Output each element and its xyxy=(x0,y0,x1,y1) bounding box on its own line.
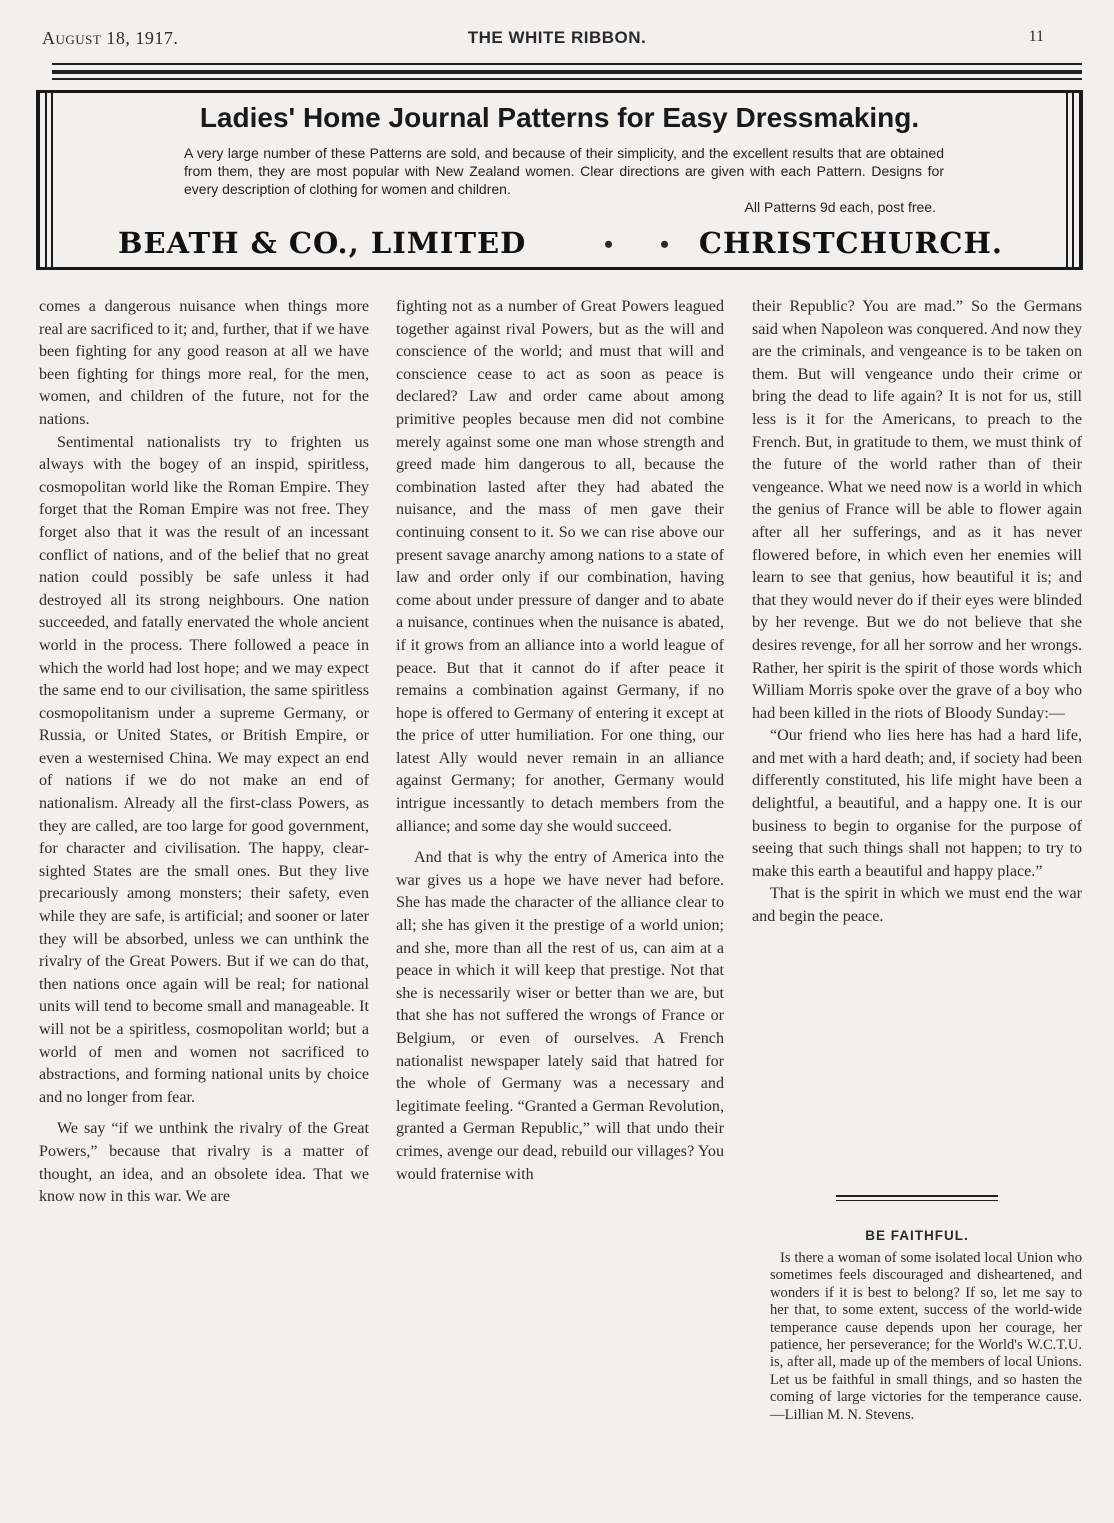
publication-title: THE WHITE RIBBON. xyxy=(467,28,647,47)
paragraph: their Republic? You are mad.” So the Germans said when Napoleon was conquered. And now they are the criminals, and vengeance is to be taken on them. But will vengeance undo their crime or bring the dead to life again? It is not for us, still less is it for the Americans, to preach to the French. But, in gratitude to them, we must think of the future of the world rather than of their vengeance. What we need now is a world in which the genius of France will be able to flower again after all her sufferings, and as it has never flowered before, in which even her enemies will learn to see that genius, how beautiful it is; and that they would never do if their eyes were blinded by her revenge. But we do not believe that she desires revenge, for all her sorrow and her wrongs. Rather, her spirit is the spirit of those words which William Morris spoke over the grave of a boy who had been killed in the riots of Bloody Sunday:— xyxy=(752,298,1082,722)
section-body: Is there a woman of some isolated local Union who sometimes feels discouraged and disheartened, and wonders if it is best to belong? If so, let me say to her that, to some extent, success of the world-wide temperance cause depends upon her courage, her patience, her perseverance; for the World's W.C.T.U. is, after all, made up of the members of local Unions. Let us be faithful in small things, and so hasten the coming of large victories for the temperance cause.—Lillian M. N. Stevens. xyxy=(770,1250,1082,1423)
paragraph: We say “if we unthink the rivalry of the Great Powers,” because that rivalry is a matter of thought, an idea, and an obsolete idea. That we know now in this war. We are xyxy=(39,1120,369,1206)
ad-company-name: BEATH & CO., LIMITED xyxy=(118,226,527,260)
ad-city: CHRISTCHURCH. xyxy=(698,226,1003,260)
header-rule-bottom xyxy=(52,78,1082,80)
paragraph: fighting not as a number of Great Powers leagued together against rival Powers, but as the will and conscience of the world; and must that will and conscience cease to act as soon as peace is declared? Law and order came about among primitive peoples because men did not combine merely against some one man whose strength and greed made him dangerous to all, because the combination lasted after they had abated the nuisance, and the mass of men gave their continuing consent to it. So we can rise above our present savage anarchy among nations to a state of law and order only if our combination, having come about under pressure of danger and to abate a nuisance, continues when the nuisance is abated, if it grows from an alliance into a world league of peace. But that it cannot do if after peace it remains a combination against Germany, if no hope is offered to Germany of entering it except at the price of utter humiliation. For one thing, our latest Ally would never remain in an alliance against Germany; for another, Germany would intrigue incessantly to detach members from the alliance; and some day she would succeed. xyxy=(396,298,724,835)
article-column-2 xyxy=(396,296,724,1186)
quotation: “Our friend who lies here has had a hard life, and met with a hard death; and, if society had been differently constituted, his life might have been a delightful, a beautiful, and a happy one. It is our business to begin to organise for the purpose of seeing that such things shall not happen; to try to make this earth a beautiful and happy place.” xyxy=(752,727,1082,880)
article-column-1 xyxy=(39,296,369,1209)
paragraph: And that is why the entry of America into the war gives us a hope we have never had before. She has made the character of the alliance clear to all; she has given it the prestige of a world union; and she, more than all the rest of us, can aim at a peace in which it will keep that prestige. Not that she is necessarily wiser or better than we are, but that she has not suffered the wrongs of France or Belgium, or even of ourselves. A French nationalist newspaper lately said that hatred for the whole of Germany was a necessary and legitimate feeling. “Granted a German Revolution, granted a German Republic,” will that undo their crimes, avenge our dead, rebuild our villages? You would fraternise with xyxy=(396,849,724,1183)
article-column-3 xyxy=(752,296,1082,929)
advertisement-box xyxy=(36,90,1083,270)
header-rule-thin xyxy=(52,63,1082,65)
section-divider-bottom xyxy=(836,1200,998,1201)
paragraph: comes a dangerous nuisance when things more real are sacrificed to it; and, further, that if we have been fighting for any good reason at all we have been fighting for things more real, for the men, women, and children of the future, not for the nations. xyxy=(39,298,370,428)
section-divider-top xyxy=(836,1195,998,1197)
ad-description: A very large number of these Patterns are sold, and because of their simplicity, and the excellent results that are obtained from them, they are most popular with New Zealand women. Clear directions are given with each Pattern. Designs for every description of clothing for women and children. xyxy=(184,145,944,197)
ad-price: All Patterns 9d each, post free. xyxy=(744,199,936,215)
section-heading: BE FAITHFUL. xyxy=(865,1228,969,1243)
ad-separator-bullet: • xyxy=(660,230,670,259)
page-header xyxy=(0,28,1114,58)
ad-border-top xyxy=(36,90,1083,93)
ad-headline: Ladies' Home Journal Patterns for Easy Dressmaking. xyxy=(199,102,920,133)
paragraph: That is the spirit in which we must end the war and begin the peace. xyxy=(752,885,1082,926)
page-number: 11 xyxy=(1028,28,1044,45)
ad-border-bottom xyxy=(36,267,1083,270)
issue-date: August 18, 1917. xyxy=(42,28,179,48)
header-rule-thick xyxy=(52,70,1082,74)
paragraph: Sentimental nationalists try to frighten us always with the bogey of an inspid, spiritless, cosmopolitan world like the Roman Empire. They forget that the Roman Empire was not free. They forget also that it was the result of an incessant conflict of nations, and of the belief that no great nation could possibly be safe unless it had destroyed all its strong neighbours. One nation succeeded, and fatally enervated the whole ancient world in the process. There followed a peace in which the world had lost hope; and we may expect the same end to our civilisation, the same spiritless cosmopolitanism under a supreme Germany, or Russia, or United States, or British Empire, or even a westernised China. We may expect an end of nations if we do not make an end of nationalism. Already all the first-class Powers, as they are called, are too large for good government, for character and civilisation. The happy, clear-sighted States are the small ones. But they live precariously among monsters; their safety, even while they are safe, is artificial; and sooner or later they will be absorbed, unless we can unthink the rivalry of the Great Powers. But if we can do that, then nations once again will be real; for national units will tend to become small and manageable. It will not be a spiritless, cosmopolitan world; but a world of men and women not sacrificed to abstractions, and forming national units by choice and no longer from fear. xyxy=(39,433,369,1106)
ad-separator-bullet: • xyxy=(604,230,614,259)
